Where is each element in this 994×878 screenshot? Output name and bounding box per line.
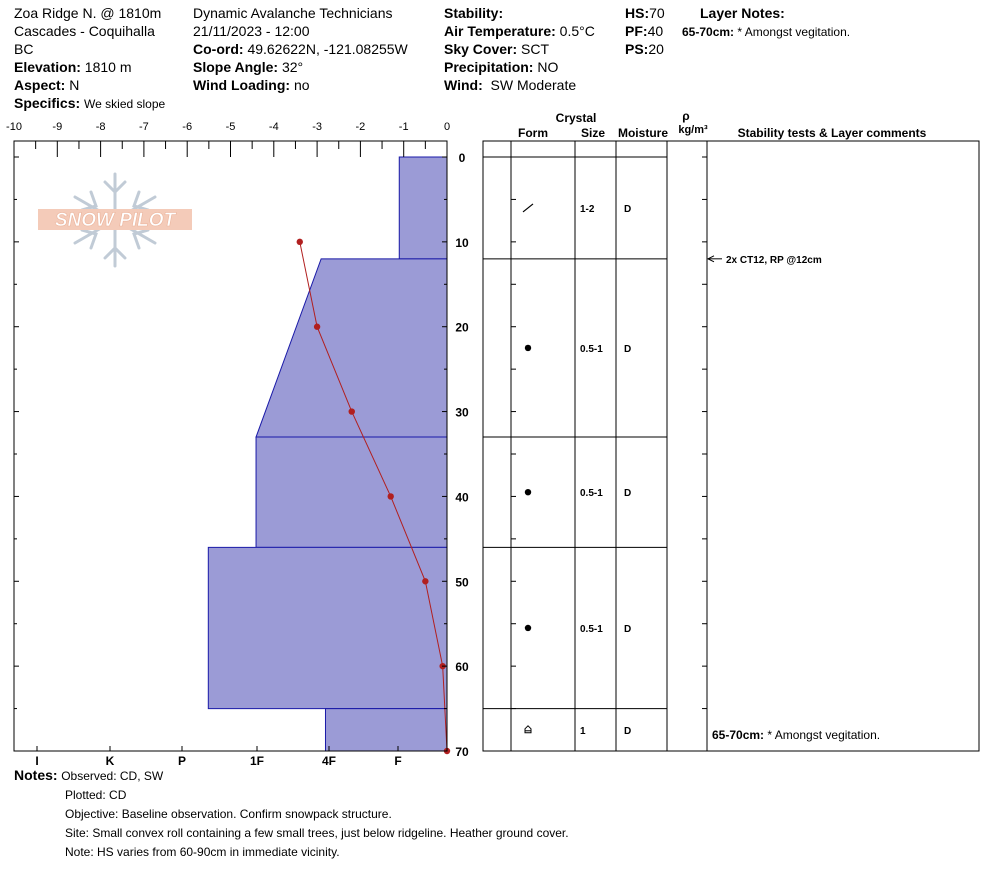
moisture-header: Moisture xyxy=(617,126,669,140)
temp-tick-label: -8 xyxy=(95,121,106,133)
temp-tick-label: -10 xyxy=(6,121,22,133)
size-header: Size xyxy=(580,126,606,140)
hardness-layer-3 xyxy=(256,437,447,547)
depth-tick-label: 10 xyxy=(455,235,469,250)
notes-note: Note: HS varies from 60-90cm in immediate vicinity. xyxy=(65,845,340,859)
hardness-profile xyxy=(208,157,447,751)
sky-cover: Sky Cover: SCT xyxy=(444,41,550,57)
pf-value: PF:40 xyxy=(625,23,664,39)
depth-tick-label: 40 xyxy=(455,490,469,505)
layer-notes-title: Layer Notes: xyxy=(700,5,785,21)
layer-table xyxy=(483,141,979,751)
hs-value: HS:70 xyxy=(625,5,665,21)
layer-size: 0.5-1 xyxy=(580,343,603,355)
depth-tick-label: 0 xyxy=(458,151,466,165)
depth-tick-label: 30 xyxy=(455,405,469,420)
hardness-tick-label: P xyxy=(177,754,187,768)
decomposing-grain-icon xyxy=(523,204,533,212)
stability: Stability: xyxy=(444,5,504,21)
density-unit: kg/m³ xyxy=(678,124,708,136)
hardness-tick-label: K xyxy=(105,754,115,768)
hardness-layer-5 xyxy=(325,709,447,751)
layer-moisture: D xyxy=(624,725,632,737)
datetime: 21/11/2023 - 12:00 xyxy=(193,23,310,39)
location-range: Cascades - Coquihalla xyxy=(14,23,155,39)
hardness-layer-1 xyxy=(399,157,447,259)
layer-comment: 65-70cm: * Amongst vegitation. xyxy=(712,728,881,742)
elevation: Elevation: 1810 m xyxy=(14,59,132,75)
temperature-point xyxy=(314,324,320,330)
notes-plotted: Plotted: CD xyxy=(65,788,127,802)
coordinates: Co-ord: 49.62622N, -121.08255W xyxy=(193,41,408,57)
depth-tick-label: 60 xyxy=(455,660,469,675)
layer-notes-entry: 65-70cm: * Amongst vegitation. xyxy=(682,25,851,39)
location-region: BC xyxy=(14,41,34,57)
layer-moisture: D xyxy=(624,343,632,355)
rounded-grain-icon xyxy=(525,625,531,631)
notes-observed: Observed: CD, SW xyxy=(61,769,164,783)
wind: Wind: SW Moderate xyxy=(444,77,577,93)
notes-site: Site: Small convex roll containing a few small trees, just below ridgeline. Heather ground cover. xyxy=(65,826,569,840)
slope-angle: Slope Angle: 32° xyxy=(193,59,304,75)
notes-objective: Objective: Baseline observation. Confirm snowpack structure. xyxy=(65,807,392,821)
hardness-tick-label: I xyxy=(35,754,39,768)
temp-tick-label: -5 xyxy=(225,121,236,133)
location-name: Zoa Ridge N. @ 1810m xyxy=(14,5,162,21)
specifics: Specifics: We skied slope xyxy=(14,95,166,111)
depth-tick-label: 70 xyxy=(455,745,469,759)
temp-tick-label: -4 xyxy=(268,121,279,133)
temperature-point xyxy=(422,578,428,584)
ps-value: PS:20 xyxy=(625,41,664,57)
temp-tick-label: -9 xyxy=(52,121,63,133)
layer-size: 0.5-1 xyxy=(580,488,603,500)
stability-test-label: 2x CT12, RP @12cm xyxy=(726,254,822,266)
temp-tick-label: 0 xyxy=(443,121,451,133)
notes-label: Notes: xyxy=(14,767,58,783)
precipitation: Precipitation: NO xyxy=(444,59,559,75)
temp-tick-label: -3 xyxy=(312,121,322,133)
table-frame xyxy=(483,141,979,751)
depth-tick-label: 20 xyxy=(455,320,469,335)
temp-tick-label: -2 xyxy=(355,121,366,133)
depth-tick-label: 50 xyxy=(455,575,469,590)
form-header: Form xyxy=(518,126,548,140)
aspect: Aspect: N xyxy=(14,77,80,93)
hardness-tick-label: 1F xyxy=(249,754,265,768)
temperature-point xyxy=(388,493,394,499)
hardness-layer-4 xyxy=(208,547,447,708)
stability-comments-header: Stability tests & Layer comments xyxy=(737,126,927,140)
temp-tick-label: -7 xyxy=(139,121,149,133)
operator: Dynamic Avalanche Technicians xyxy=(193,5,393,21)
layer-size: 1 xyxy=(580,725,586,737)
logo-text: SNOW PILOT xyxy=(54,210,176,231)
layer-size: 1-2 xyxy=(580,203,595,215)
density-symbol: ρ xyxy=(682,109,690,123)
temperature-point xyxy=(297,239,303,245)
layer-moisture: D xyxy=(624,488,632,500)
rounded-grain-icon xyxy=(525,489,531,495)
layer-moisture: D xyxy=(624,623,632,635)
temp-tick-label: -6 xyxy=(182,121,193,133)
crystal-header: Crystal xyxy=(555,111,597,125)
layer-moisture: D xyxy=(624,203,632,215)
temperature-point xyxy=(349,408,355,414)
notes-section xyxy=(14,766,569,862)
rounded-grain-icon xyxy=(525,345,531,351)
layer-size: 0.5-1 xyxy=(580,623,603,635)
air-temperature: Air Temperature: 0.5°C xyxy=(444,23,595,39)
depth-hoar-icon xyxy=(525,726,531,733)
hardness-tick-label: 4F xyxy=(321,754,337,768)
temp-tick-label: -1 xyxy=(398,121,409,133)
wind-loading: Wind Loading: no xyxy=(193,77,310,93)
snowpilot-logo xyxy=(38,174,192,266)
hardness-tick-label: F xyxy=(394,754,402,768)
